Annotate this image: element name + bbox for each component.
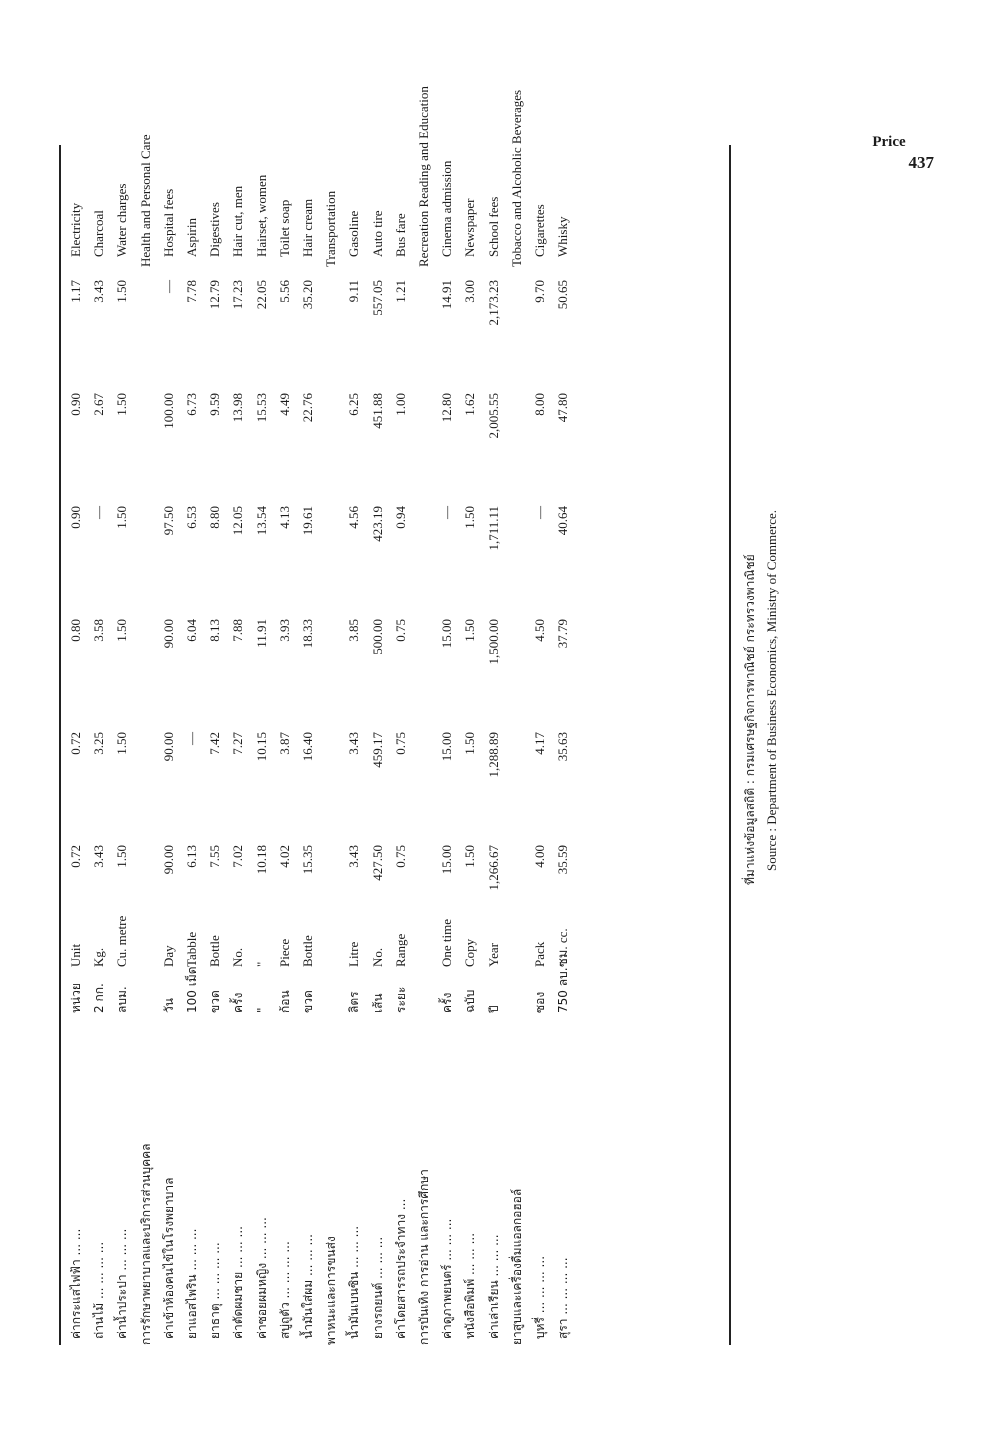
- price-value: 0.72: [68, 732, 83, 755]
- price-value: 1.21: [392, 280, 408, 303]
- english-unit: Year: [485, 943, 501, 967]
- price-value: 15.00: [439, 845, 455, 875]
- thai-item: น้ำมันเบนซิน ... ... ...: [347, 1225, 362, 1339]
- table-row: [436, 65, 458, 1385]
- english-item: Hair cut, men: [230, 185, 246, 257]
- price-value: 3.43: [346, 732, 362, 755]
- table-row: [88, 65, 110, 1385]
- price-value: 17.23: [230, 280, 246, 310]
- price-value: 90.00: [160, 845, 176, 875]
- table-row: [158, 65, 180, 1385]
- rotated-price-table: [45, 65, 795, 1385]
- thai-item: การบันเทิง การอ่าน และการศึกษา: [417, 1169, 431, 1345]
- thai-unit: ก้อน: [277, 990, 292, 1013]
- thai-item: ค่าดูภาพยนตร์ ... ... ...: [440, 1218, 455, 1339]
- price-value: 1.50: [462, 845, 478, 868]
- english-item: Aspirin: [184, 218, 199, 257]
- price-value: 12.80: [439, 393, 455, 423]
- english-item: School fees: [485, 196, 501, 257]
- thai-item: ยาแอสไพริน ... ... ...: [185, 1228, 199, 1339]
- price-value: 7.55: [207, 845, 223, 868]
- price-value: 0.90: [68, 393, 83, 416]
- price-value: 6.73: [184, 393, 199, 416]
- price-value: 1.50: [462, 506, 478, 529]
- thai-item: สุรา ... ... ... ...: [556, 1257, 571, 1339]
- table-row: [111, 65, 133, 1385]
- thai-unit: 2 กก.: [92, 983, 107, 1013]
- table-row: [227, 65, 249, 1385]
- price-value: 6.25: [346, 393, 362, 416]
- thai-unit: ": [254, 1007, 269, 1013]
- price-value: 3.93: [276, 619, 292, 642]
- price-value: 4.00: [532, 845, 547, 868]
- thai-item: น้ำมันใส่ผม ... ... ...: [301, 1234, 315, 1339]
- table-section-row: [506, 65, 528, 1385]
- price-value: 50.65: [555, 280, 571, 310]
- price-value: —: [91, 506, 107, 519]
- price-value: 7.27: [230, 732, 246, 755]
- price-value: 8.00: [532, 393, 547, 416]
- thai-unit: ฉบับ: [463, 989, 478, 1013]
- table-row: [459, 65, 481, 1385]
- price-value: 3.85: [346, 619, 362, 642]
- price-value: 6.53: [184, 506, 199, 529]
- english-unit: ": [253, 961, 269, 967]
- english-section: Recreation Reading and Education: [416, 86, 431, 267]
- price-value: 557.05: [369, 280, 385, 316]
- thai-item: การรักษาพยาบาลและบริการส่วนบุคคล: [138, 1143, 153, 1345]
- price-value: 1,266.67: [485, 845, 501, 891]
- english-unit: Range: [392, 933, 408, 967]
- thai-item: ค่าตัดผมชาย ... ... ...: [231, 1226, 246, 1339]
- price-value: 4.13: [276, 506, 292, 529]
- english-unit: Day: [160, 945, 176, 967]
- english-section: Tobacco and Alcoholic Beverages: [508, 89, 524, 267]
- thai-unit: ซอง: [533, 991, 547, 1013]
- thai-unit: ขวด: [208, 990, 223, 1013]
- price-value: 7.88: [230, 619, 246, 642]
- price-value: 423.19: [369, 506, 385, 542]
- price-value: 4.50: [532, 619, 547, 642]
- price-value: 9.11: [346, 280, 362, 303]
- price-value: 7.42: [207, 732, 223, 755]
- thai-unit: วัน: [161, 998, 176, 1013]
- thai-item: บุหรี่ ... ... ... ...: [533, 1255, 547, 1339]
- price-value: 1,711.11: [485, 506, 501, 551]
- price-value: —: [439, 506, 455, 519]
- english-unit: Bottle: [207, 935, 223, 967]
- english-item: Whisky: [555, 216, 571, 257]
- thai-unit: ระยะ: [393, 986, 408, 1013]
- price-value: 1.50: [114, 732, 130, 755]
- price-value: 8.80: [207, 506, 223, 529]
- source-thai: ที่มาแห่งข้อมูลสถิติ : กรมเศรษฐกิจการพาณิชย์ กระทรวงพาณิชย์: [743, 554, 757, 885]
- page-label: Price: [872, 134, 906, 150]
- table-row: [297, 65, 319, 1385]
- price-value: 15.00: [439, 732, 455, 762]
- price-value: —: [532, 506, 547, 519]
- table-row: [204, 65, 226, 1385]
- thai-item: หนังสือพิมพ์ ... ... ...: [463, 1232, 478, 1339]
- price-value: 11.91: [253, 619, 269, 648]
- price-value: —: [160, 280, 176, 293]
- table-section-row: [320, 65, 342, 1385]
- price-value: 19.61: [300, 506, 315, 536]
- english-unit: Tabble: [184, 931, 199, 967]
- price-value: 7.78: [184, 280, 199, 303]
- english-unit: No.: [230, 947, 246, 967]
- english-item: Digestives: [207, 202, 223, 257]
- price-value: 0.75: [392, 619, 408, 642]
- price-value: 1.50: [114, 619, 130, 642]
- table-row: [552, 65, 574, 1385]
- thai-item: ค่าเข้าห้องคนไข้ในโรงพยาบาล: [161, 1177, 176, 1339]
- thai-unit: เส้น: [370, 993, 385, 1013]
- thai-item: ยาสูบและเครื่องดื่มแอลกอฮอล์: [509, 1188, 524, 1345]
- price-value: 4.17: [532, 732, 547, 755]
- price-value: 90.00: [160, 732, 176, 762]
- table-row: [65, 65, 87, 1385]
- table-row: [529, 65, 551, 1385]
- price-value: 4.56: [346, 506, 362, 529]
- english-unit: Kg.: [91, 947, 107, 967]
- english-unit: Unit: [68, 943, 83, 967]
- price-value: 10.15: [253, 732, 269, 762]
- price-value: 12.79: [207, 280, 223, 310]
- english-item: Gasoline: [346, 210, 362, 257]
- thai-item: สบู่ถูตัว ... ... ... ...: [277, 1241, 292, 1339]
- thai-item: ค่าน้ำประปา ... ... ...: [115, 1228, 130, 1339]
- thai-item: ค่าซอยผมหญิง ... ... ...: [254, 1217, 269, 1339]
- price-value: 1.50: [114, 506, 130, 529]
- source-note: [739, 185, 783, 885]
- price-value: 3.58: [91, 619, 107, 642]
- price-value: 16.40: [300, 732, 315, 762]
- english-item: Hairset, women: [253, 174, 269, 257]
- price-value: —: [184, 732, 199, 745]
- english-item: Electricity: [68, 202, 83, 257]
- price-value: 18.33: [300, 619, 315, 649]
- thai-unit: 750 ลบ.: [556, 967, 571, 1013]
- english-item: Cigarettes: [532, 204, 547, 257]
- price-value: 4.49: [276, 393, 292, 416]
- price-value: 1.50: [462, 619, 478, 642]
- table-section-row: [413, 65, 435, 1385]
- thai-unit: หน่วย: [69, 983, 83, 1013]
- english-unit: ซม. cc.: [555, 928, 571, 967]
- price-value: 1.50: [114, 845, 130, 868]
- english-item: Bus fare: [392, 213, 408, 257]
- price-value: 15.35: [300, 845, 315, 875]
- english-unit: Copy: [462, 938, 478, 967]
- thai-item: ค่าโดยสารรถประจำทาง ...: [393, 1198, 408, 1339]
- price-value: 47.80: [555, 393, 571, 423]
- price-value: 3.87: [276, 732, 292, 755]
- price-value: 22.05: [253, 280, 269, 310]
- price-value: 3.43: [91, 845, 107, 868]
- price-value: 35.20: [300, 280, 315, 310]
- table-row: [483, 65, 505, 1385]
- price-value: 22.76: [300, 393, 315, 423]
- table-row: [343, 65, 365, 1385]
- thai-item: ค่าเล่าเรียน ... ... ...: [486, 1234, 501, 1339]
- price-value: 0.94: [392, 506, 408, 529]
- thai-unit: ลบม.: [115, 986, 130, 1013]
- price-value: 40.64: [555, 506, 571, 536]
- price-value: 14.91: [439, 280, 455, 310]
- english-item: Hospital fees: [160, 188, 176, 257]
- price-value: 5.56: [276, 280, 292, 303]
- price-value: 0.72: [68, 845, 83, 868]
- price-value: 1.17: [68, 280, 83, 303]
- thai-unit: 100 เม็ด: [185, 966, 199, 1013]
- english-item: Charcoal: [91, 210, 107, 257]
- price-value: 427.50: [369, 845, 385, 881]
- thai-item: ค่ากระแสไฟฟ้า ... ...: [69, 1228, 83, 1339]
- english-unit: Piece: [276, 938, 292, 967]
- english-item: Cinema admission: [439, 160, 455, 257]
- price-value: 2.67: [91, 393, 107, 416]
- english-item: Water charges: [114, 183, 130, 257]
- thai-unit: ปี: [486, 1005, 501, 1013]
- price-value: 35.59: [555, 845, 571, 875]
- table-row: [274, 65, 296, 1385]
- english-unit: No.: [369, 947, 385, 967]
- price-value: 3.25: [91, 732, 107, 755]
- price-value: 13.98: [230, 393, 246, 423]
- price-value: 90.00: [160, 619, 176, 649]
- english-unit: Pack: [532, 941, 547, 967]
- table-row: [367, 65, 389, 1385]
- english-section: Transportation: [323, 190, 339, 267]
- english-item: Toilet soap: [276, 199, 292, 257]
- price-value: 3.43: [91, 280, 107, 303]
- english-section: Health and Personal Care: [137, 134, 153, 267]
- price-value: 1,288.89: [485, 732, 501, 778]
- price-value: 15.53: [253, 393, 269, 423]
- price-value: 9.59: [207, 393, 223, 416]
- price-value: 1.00: [392, 393, 408, 416]
- price-value: 10.18: [253, 845, 269, 875]
- english-item: Hair cream: [300, 198, 315, 257]
- page-number: 437: [908, 153, 934, 172]
- english-item: Auto tire: [369, 210, 385, 257]
- price-value: 3.00: [462, 280, 478, 303]
- table-row: [390, 65, 412, 1385]
- english-unit: Cu. metre: [114, 915, 130, 967]
- table-top-rule: [729, 145, 731, 1345]
- thai-item: ยางรถยนต์ ... ... ...: [370, 1236, 385, 1339]
- price-value: 6.13: [184, 845, 199, 868]
- price-value: 100.00: [160, 393, 176, 429]
- thai-item: พาหนะและการขนส่ง: [324, 1236, 339, 1345]
- price-value: 2,005.55: [485, 393, 501, 439]
- thai-unit: ลิตร: [347, 991, 362, 1013]
- price-value: 1,500.00: [485, 619, 501, 665]
- table-section-row: [135, 65, 157, 1385]
- page-header: [844, 132, 934, 174]
- price-value: 0.80: [68, 619, 83, 642]
- table-bottom-rule: [59, 145, 61, 1345]
- price-value: 1.62: [462, 393, 478, 416]
- table-row: [181, 65, 203, 1385]
- thai-unit: ครั้ง: [231, 992, 246, 1013]
- price-value: 35.63: [555, 732, 571, 762]
- thai-unit: ขวด: [301, 990, 315, 1013]
- price-value: 459.17: [369, 732, 385, 768]
- price-value: 13.54: [253, 506, 269, 536]
- price-value: 1.50: [114, 280, 130, 303]
- price-value: 0.75: [392, 732, 408, 755]
- price-value: 0.90: [68, 506, 83, 529]
- price-value: 37.79: [555, 619, 571, 649]
- price-value: 1.50: [462, 732, 478, 755]
- price-value: 15.00: [439, 619, 455, 649]
- price-value: 6.04: [184, 619, 199, 642]
- english-unit: One time: [439, 918, 455, 967]
- price-value: 2,173.23: [485, 280, 501, 326]
- thai-unit: ครั้ง: [440, 992, 455, 1013]
- english-unit: Litre: [346, 941, 362, 967]
- price-value: 500.00: [369, 619, 385, 655]
- price-value: 3.43: [346, 845, 362, 868]
- english-item: Newspaper: [462, 198, 478, 257]
- price-value: 97.50: [160, 506, 176, 536]
- price-value: 9.70: [532, 280, 547, 303]
- price-value: 12.05: [230, 506, 246, 536]
- price-value: 8.13: [207, 619, 223, 642]
- thai-item: ถ่านไม้ ... ... ... ...: [92, 1241, 107, 1339]
- english-unit: Bottle: [300, 935, 315, 967]
- price-value: 4.02: [276, 845, 292, 868]
- price-value: 451.88: [369, 393, 385, 429]
- thai-item: ยาธาตุ ... ... ... ...: [208, 1242, 223, 1339]
- source-english: Source : Department of Business Economics, Ministry of Commerce.: [764, 509, 779, 871]
- price-value: 7.02: [230, 845, 246, 868]
- table-row: [251, 65, 273, 1385]
- price-value: 1.50: [114, 393, 130, 416]
- price-value: 0.75: [392, 845, 408, 868]
